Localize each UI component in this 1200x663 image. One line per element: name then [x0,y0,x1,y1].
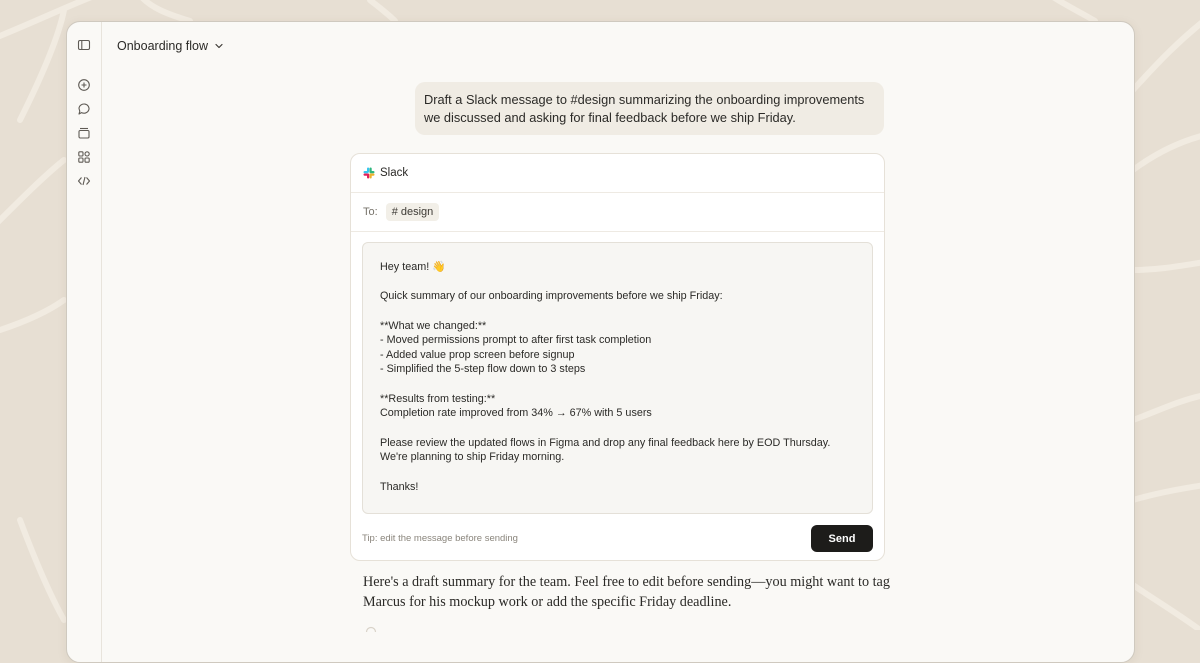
new-chat-icon[interactable] [77,78,91,92]
message-line [380,377,855,392]
message-line [380,275,855,290]
message-line [380,465,855,480]
conversation-title: Onboarding flow [117,39,209,53]
conversation-title-dropdown[interactable] [117,37,224,55]
message-line: We're planning to ship Friday morning. [380,451,565,464]
slack-card-header [351,154,884,193]
left-rail [67,22,102,662]
assistant-message-line: Here's a draft summary for the team. Feel free to edit before sending—you might want to tag [363,574,890,590]
user-message [415,82,884,135]
message-editor[interactable] [362,242,873,514]
to-label: To: [363,206,378,218]
code-icon[interactable] [77,174,91,188]
assistant-message-line: Marcus for his mockup work or add the specific Friday deadline. [363,594,732,610]
message-line: Please review the updated flows in Figma and drop any final feedback here by EOD Thursday. [380,436,831,449]
message-line: **What we changed:** [380,319,487,332]
slack-logo-icon [363,167,375,179]
user-message-line: we discussed and asking for final feedback before we ship Friday. [424,110,796,125]
message-line: Thanks! [380,480,419,493]
slack-draft-card [350,153,885,561]
chats-icon[interactable] [77,102,91,116]
user-message-line: Draft a Slack message to #design summarizing the onboarding improvements [424,92,865,107]
message-line: Quick summary of our onboarding improvements before we ship Friday: [380,290,723,303]
message-action-icon[interactable] [365,626,377,632]
message-line [380,304,855,319]
channel-chip[interactable]: # design [386,203,440,221]
tip-text: Tip: edit the message before sending [362,533,518,544]
projects-icon[interactable] [77,126,91,140]
chevron-down-icon [214,41,224,51]
app-window [66,21,1135,663]
assistant-message [363,572,903,612]
message-line: Hey team! 👋 [380,261,446,273]
message-line: - Simplified the 5-step flow down to 3 steps [380,363,586,376]
send-button[interactable]: Send [811,525,873,552]
message-line [380,421,855,436]
recipient-row [351,193,884,232]
message-line: - Moved permissions prompt to after first task completion [380,334,652,347]
message-line: Completion rate improved from 34% → 67% with 5 users [380,407,652,420]
message-line: - Added value prop screen before signup [380,348,575,361]
slack-app-name: Slack [380,167,409,179]
message-line: **Results from testing:** [380,392,496,405]
artifacts-icon[interactable] [77,150,91,164]
sidebar-toggle-icon[interactable] [77,38,91,52]
card-footer [362,525,873,552]
